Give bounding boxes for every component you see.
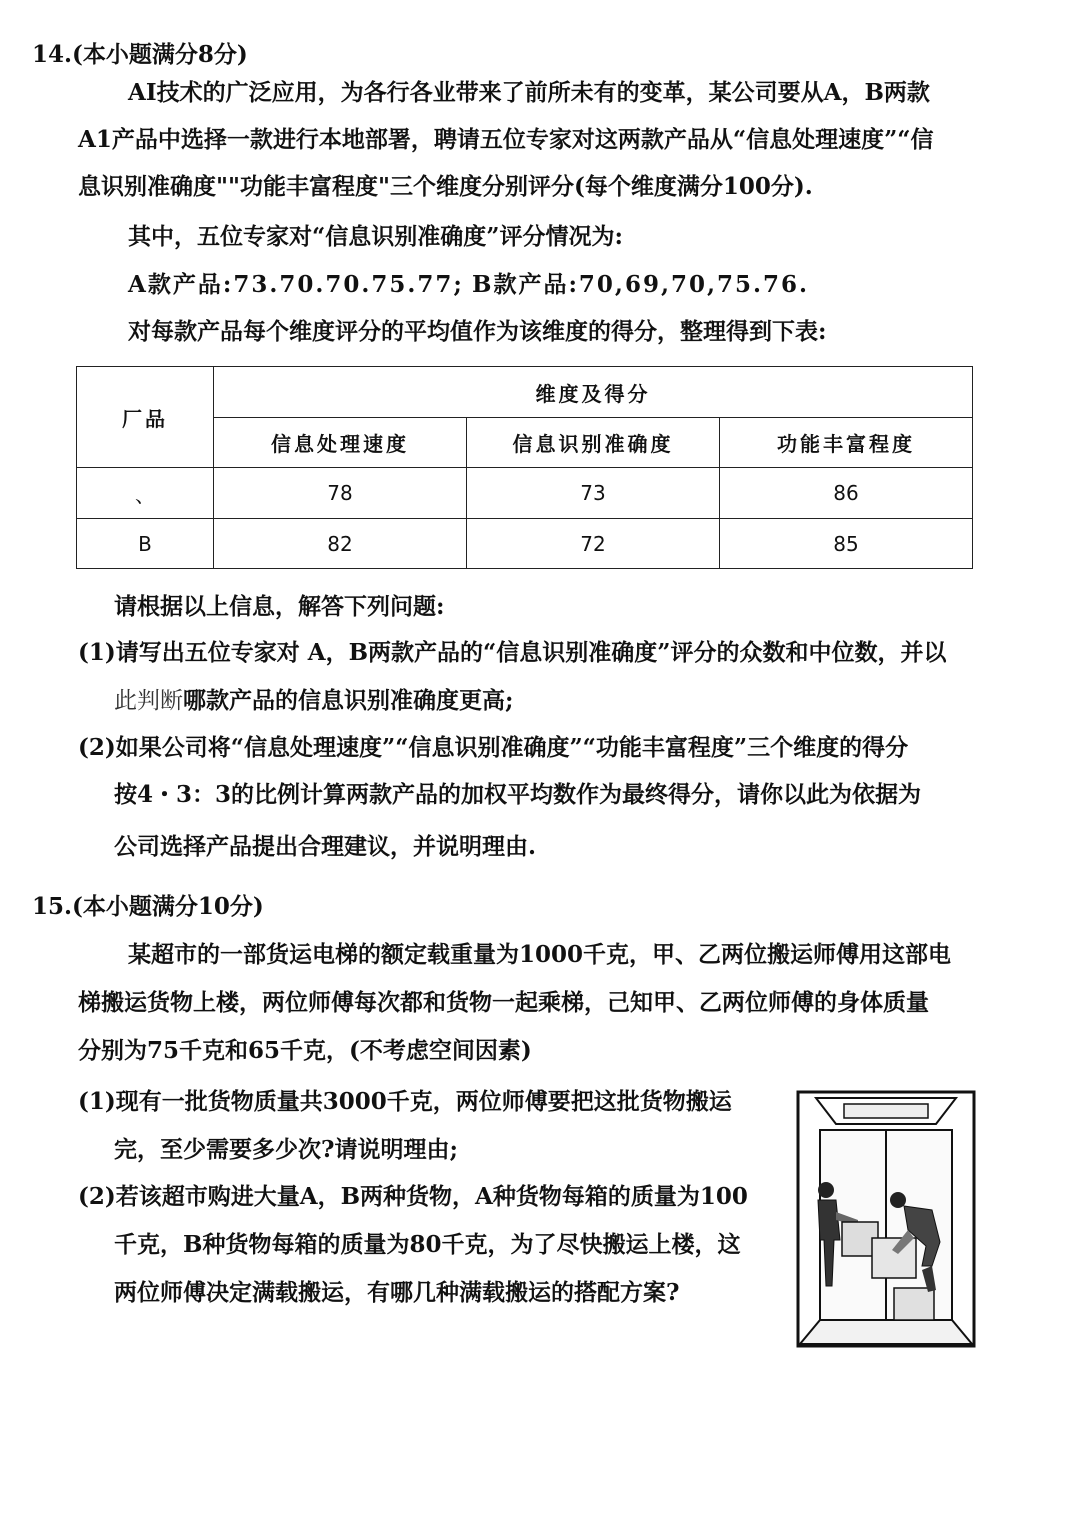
q15-subquestion-2-line-1: (2)若该超市购进大量A，B两种货物，A种货物每箱的质量为100 bbox=[78, 1183, 748, 1210]
q14-paragraph-line-4: 其中，五位专家对“信息识别准确度”评分情况为: bbox=[128, 223, 623, 250]
table-row bbox=[77, 519, 973, 569]
table-cell: 82 bbox=[214, 519, 467, 569]
q14-subquestion-2-line-3: 公司选择产品提出合理建议，并说明理由. bbox=[114, 833, 537, 860]
q15-paragraph-line-2: 梯搬运货物上楼，两位师傅每次都和货物一起乘梯，己知甲、乙两位师傅的身体质量 bbox=[78, 989, 929, 1016]
q14-subquestion-2-line-2: 按4・3：3的比例计算两款产品的加权平均数作为最终得分，请你以此为依据为 bbox=[114, 781, 922, 808]
row-label: 、 bbox=[77, 468, 214, 519]
q14-subquestion-1-text: 哪款产品的信息识别准确度更高; bbox=[183, 687, 514, 714]
q14-paragraph-line-1: AI技术的广泛应用，为各行各业带来了前所未有的变革，某公司要从A，B两款 bbox=[128, 79, 930, 106]
q15-subquestion-2-line-2: 千克，B种货物每箱的质量为80千克，为了尽快搬运上楼，这 bbox=[114, 1231, 741, 1258]
q15-heading: 15.(本小题满分10分) bbox=[32, 893, 264, 920]
score-table bbox=[76, 366, 973, 569]
q15-subquestion-1-line-1: (1)现有一批货物质量共3000千克，两位师傅要把这批货物搬运 bbox=[78, 1088, 732, 1115]
q14-scores-a: A款产品:73.70.70.75.77; bbox=[128, 271, 464, 298]
q15-subquestion-2-line-3: 两位师傅决定满载搬运，有哪几种满载搬运的搭配方案? bbox=[114, 1279, 680, 1306]
q15-paragraph-line-1: 某超市的一部货运电梯的额定载重量为1000千克，甲、乙两位搬运师傅用这部电 bbox=[128, 941, 952, 968]
q15-paragraph-line-3: 分别为75千克和65千克，(不考虑空间因素) bbox=[78, 1037, 532, 1064]
row-header-cell: 厂品 bbox=[77, 367, 214, 468]
table-cell: 73 bbox=[467, 468, 720, 519]
q14-subquestion-1-light-text: 此判断 bbox=[114, 688, 183, 714]
q14-scores-b: B款产品:70,69,70,75.76. bbox=[472, 271, 810, 298]
q14-heading: 14.(本小题满分8分) bbox=[32, 41, 248, 68]
elevator-illustration bbox=[796, 1090, 976, 1348]
q14-subquestion-2-line-1: (2)如果公司将“信息处理速度”“信息识别准确度”“功能丰富程度”三个维度的得分 bbox=[78, 734, 909, 761]
table-cell: 86 bbox=[720, 468, 973, 519]
q14-paragraph-line-5: 对每款产品每个维度评分的平均值作为该维度的得分，整理得到下表: bbox=[128, 318, 827, 345]
table-cell: 78 bbox=[214, 468, 467, 519]
table-cell: 85 bbox=[720, 519, 973, 569]
column-header-features: 功能丰富程度 bbox=[720, 418, 973, 468]
q14-paragraph-line-3: 息识别准确度""功能丰富程度"三个维度分别评分(每个维度满分100分). bbox=[78, 173, 813, 200]
q14-prompt: 请根据以上信息，解答下列问题: bbox=[114, 593, 445, 620]
q14-subquestion-1-line-1: (1)请写出五位专家对 A，B两款产品的“信息识别准确度”评分的众数和中位数，并以 bbox=[78, 639, 947, 666]
group-header-cell: 维度及得分 bbox=[214, 367, 973, 418]
q14-paragraph-line-2: A1产品中选择一款进行本地部署，聘请五位专家对这两款产品从“信息处理速度”“信 bbox=[78, 126, 934, 153]
column-header-accuracy: 信息识别准确度 bbox=[467, 418, 720, 468]
q14-subquestion-1-line-2 bbox=[114, 686, 514, 716]
column-header-speed: 信息处理速度 bbox=[214, 418, 467, 468]
q15-subquestion-1-line-2: 完，至少需要多少次?请说明理由; bbox=[114, 1136, 458, 1163]
table-row bbox=[77, 468, 973, 519]
table-cell: 72 bbox=[467, 519, 720, 569]
row-label: B bbox=[77, 519, 214, 569]
